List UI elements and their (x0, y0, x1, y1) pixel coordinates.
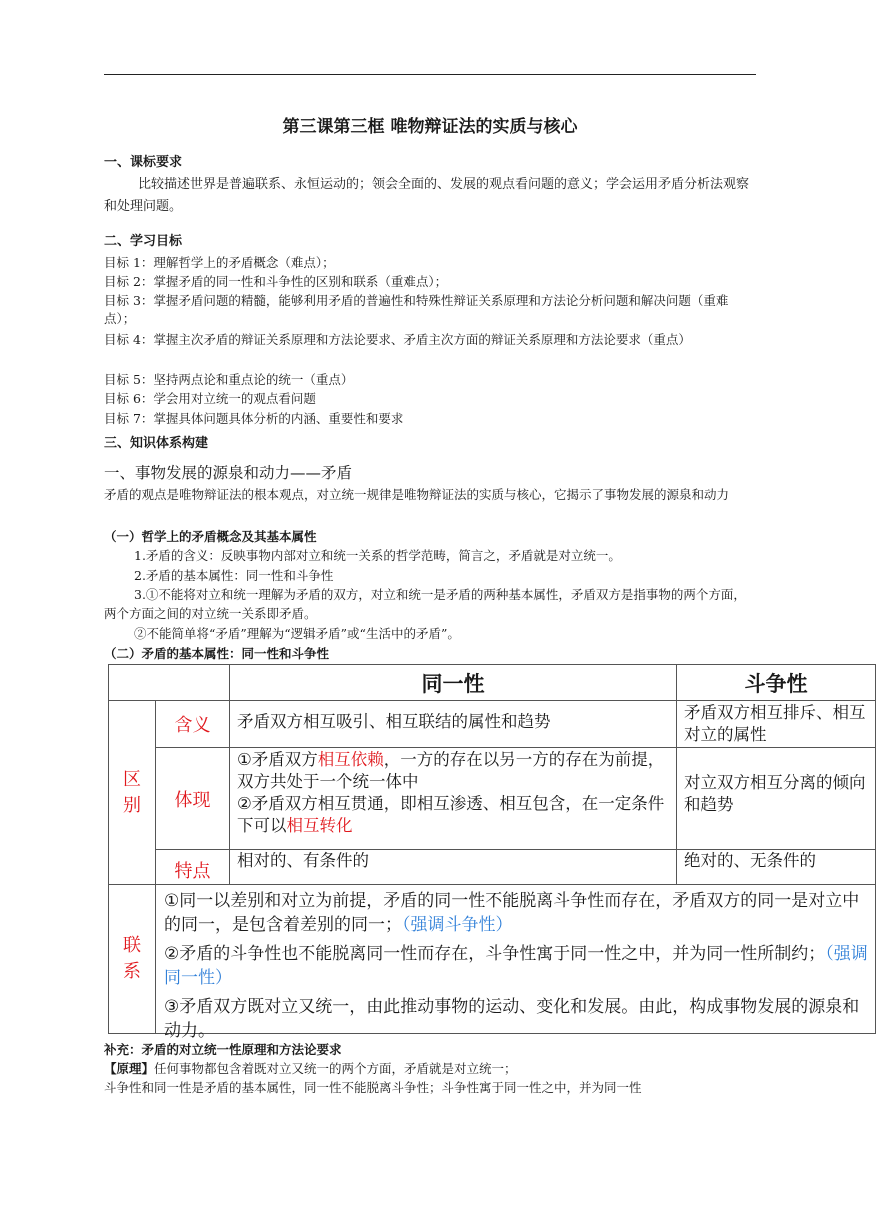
header-struggle: 斗争性 (676, 664, 876, 701)
section-heading-standards: 一、课标要求 (104, 155, 183, 170)
comparison-table (108, 664, 868, 1041)
manifestation-2-highlight: 相互转化 (286, 816, 353, 835)
sub-heading-concept: （一）哲学上的矛盾概念及其基本属性 (104, 529, 317, 544)
principle-line (104, 1059, 756, 1078)
goal-5: 目标 5：坚持两点论和重点论的统一（重点） (104, 372, 354, 387)
section-heading-goals: 二、学习目标 (104, 234, 183, 249)
goal-6: 目标 6：学会用对立统一的观点看问题 (104, 391, 316, 406)
row-label-meaning: 含义 (155, 700, 230, 748)
connection-2-note: （强调同一性） (164, 944, 868, 988)
goal-4: 目标 4：掌握主次矛盾的辩证关系原理和方法论要求、矛盾主次方面的辩证关系原理和方法论要求（重点） (104, 332, 691, 347)
manifestation-1-text: ①矛盾双方 (237, 750, 318, 769)
connection-text (155, 884, 876, 1041)
concept-item-2: 2.矛盾的基本属性：同一性和斗争性 (134, 568, 334, 583)
goal-2: 目标 2：掌握矛盾的同一性和斗争性的区别和联系（重难点）； (104, 274, 448, 289)
principle-label: 【原理】 (104, 1061, 155, 1076)
section-heading-knowledge: 三、知识体系构建 (104, 436, 209, 451)
label-connection: 联系 (108, 884, 156, 1034)
connection-1-note: （强调斗争性） (402, 915, 513, 935)
subsection-title-contradiction: 一、事物发展的源泉和动力——矛盾 (104, 464, 353, 482)
manifestation-2-text: ②矛盾双方相互贯通，即相互渗透、相互包含，在一定条件下可以 (237, 794, 665, 835)
manifestation-1-highlight: 相互依赖 (317, 750, 384, 769)
feature-identity: 相对的、有条件的 (229, 849, 677, 885)
contradiction-intro: 矛盾的观点是唯物辩证法的根本观点，对立统一规律是唯物辩证法的实质与核心，它揭示了事物发展的源泉和动力 (104, 487, 730, 502)
concept-item-1: 1.矛盾的含义：反映事物内部对立和统一关系的哲学范畴，简言之，矛盾就是对立统一。 (134, 548, 621, 563)
manifestation-1-rest: ，一方的存在以另一方的存在为前提，双方共处于一个统一体中 (237, 750, 665, 791)
header-rule (104, 74, 756, 75)
supplement-last-line: 斗争性和同一性是矛盾的基本属性，同一性不能脱离斗争性；斗争性寓于同一性之中，并为同一性 (104, 1080, 642, 1095)
standards-text: 比较描述世界是普遍联系、永恒运动的；领会全面的、发展的观点看问题的意义；学会运用矛盾分析法观察和处理问题。 (104, 177, 750, 214)
connection-3: ③矛盾双方既对立又统一，由此推动事物的运动、变化和发展。由此，构成事物发展的源泉和动力。 (164, 997, 860, 1041)
meaning-identity: 矛盾双方相互吸引、相互联结的属性和趋势 (229, 700, 677, 748)
row-label-feature: 特点 (155, 849, 230, 885)
goal-1: 目标 1：理解哲学上的矛盾概念（难点）； (104, 255, 335, 270)
goal-3: 目标 3：掌握矛盾问题的精髓，能够利用矛盾的普遍性和特殊性辩证关系原理和方法论分析问题和解决问题（重难点）； (104, 293, 729, 326)
table-corner-cell (108, 664, 230, 701)
connection-1: ①同一以差别和对立为前提，矛盾的同一性不能脱离斗争性而存在，矛盾双方的同一是对立中的同一，是包含着差别的同一； (164, 891, 860, 935)
label-difference: 区别 (108, 700, 156, 885)
principle-text: 任何事物都包含着既对立又统一的两个方面，矛盾就是对立统一； (154, 1061, 517, 1076)
manifestation-identity (229, 747, 677, 850)
supplement-heading: 补充：矛盾的对立统一性原理和方法论要求 (104, 1042, 342, 1057)
meaning-struggle: 矛盾双方相互排斥、相互对立的属性 (676, 700, 876, 748)
page-title: 第三课第三框 唯物辩证法的实质与核心 (282, 117, 578, 137)
sub-heading-attributes: （二）矛盾的基本属性：同一性和斗争性 (104, 646, 330, 661)
feature-struggle: 绝对的、无条件的 (676, 849, 876, 885)
row-label-manifestation: 体现 (155, 747, 230, 850)
concept-item-3: 3.①不能将对立和统一理解为矛盾的双方，对立和统一是矛盾的两种基本属性，矛盾双方是指事物的两个方面，两个方面之间的对立统一关系即矛盾。 (104, 587, 746, 621)
concept-item-4: ②不能简单将“矛盾”理解为“逻辑矛盾”或“生活中的矛盾”。 (134, 626, 460, 641)
connection-2: ②矛盾的斗争性也不能脱离同一性而存在，斗争性寓于同一性之中，并为同一性所制约； (164, 944, 826, 964)
goal-7: 目标 7：掌握具体问题具体分析的内涵、重要性和要求 (104, 411, 404, 426)
manifestation-struggle: 对立双方相互分离的倾向和趋势 (676, 747, 876, 850)
header-identity: 同一性 (229, 664, 677, 701)
